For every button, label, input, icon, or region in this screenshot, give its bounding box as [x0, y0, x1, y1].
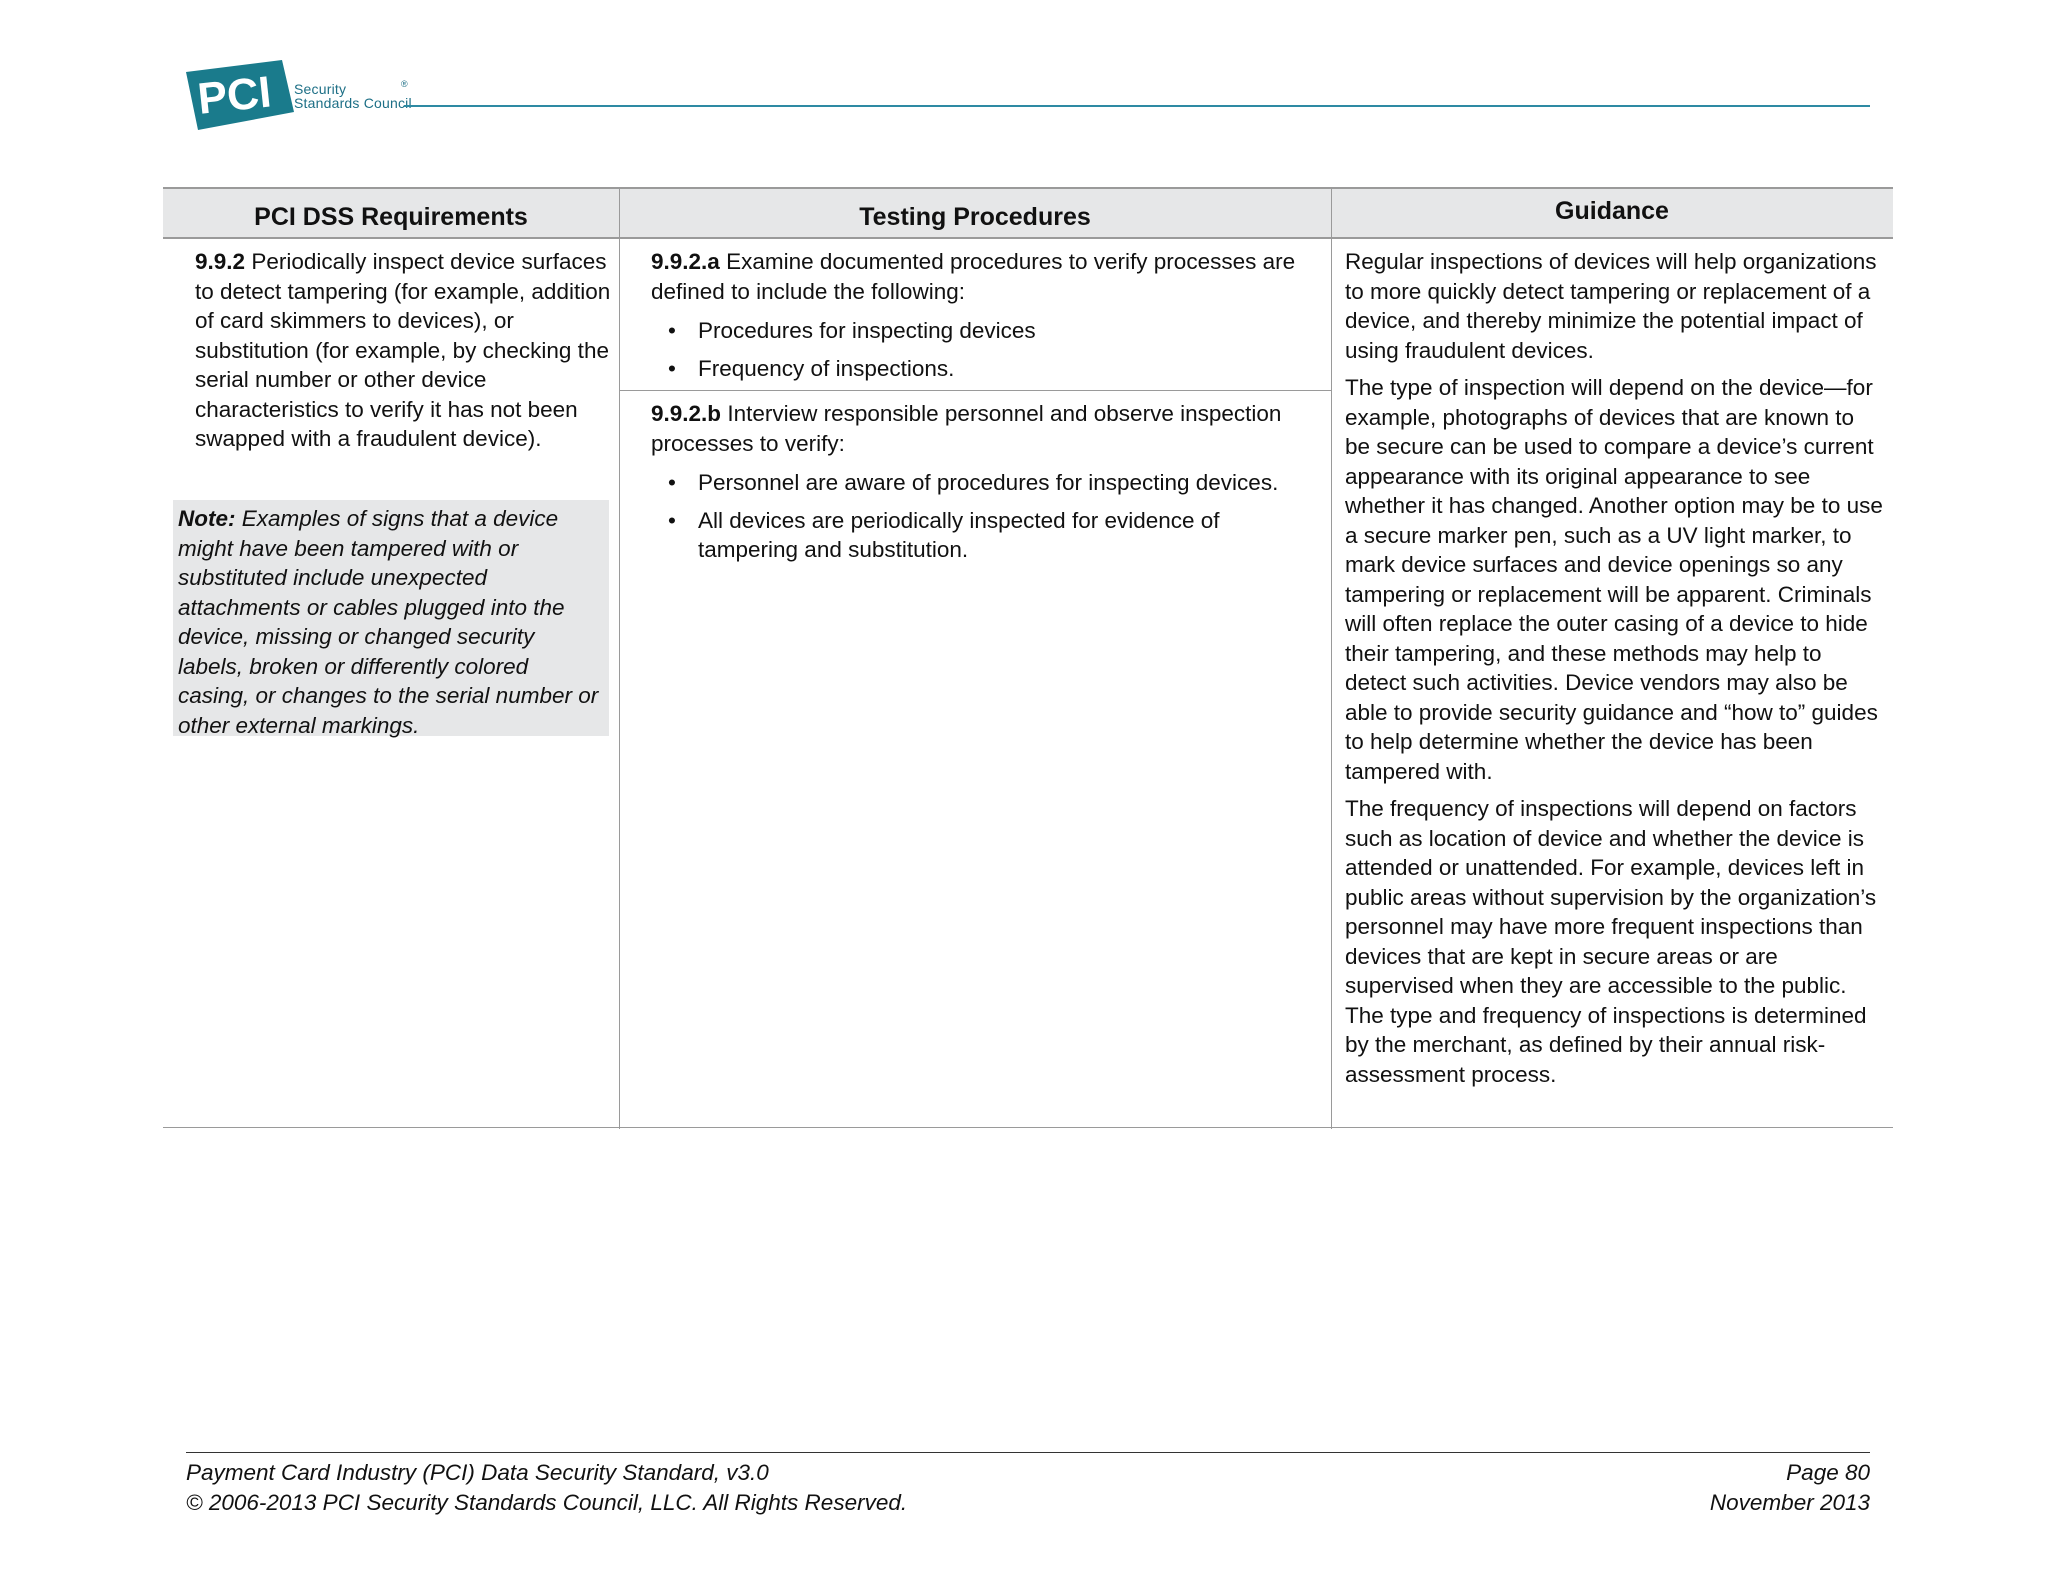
requirement-cell: [195, 247, 611, 454]
note-label: Note:: [178, 506, 236, 531]
footer-left: [186, 1458, 907, 1518]
testing-b-text: Interview responsible personnel and observe inspection processes to verify:: [651, 401, 1282, 456]
column-divider: [619, 187, 620, 1129]
footer-right: [1710, 1458, 1870, 1518]
guidance-paragraph: The type of inspection will depend on the device—for example, photographs of devices that are known to be secure can be used to compare a device’s current appearance with its original appearance to see whether it has changed. Another option may be to use a secure marker pen, such as a UV light marker, to mark device surfaces and device openings so any tampering or replacement will be apparent. Criminals will often replace the outer casing of a device to hide their tampering, and these methods may help to detect such activities. Device vendors may also be able to provide security guidance and “how to” guides to help determine whether the device has been tampered with.: [1345, 375, 1883, 784]
testing-a-id: 9.9.2.a: [651, 249, 720, 274]
requirement-note: [173, 500, 609, 736]
registered-mark: ®: [401, 79, 408, 89]
guidance-paragraph: The frequency of inspections will depend on factors such as location of device and whether the device is attended or unattended. For example, devices left in public areas without supervision by the organization’s personnel may have more frequent inspections than devices that are kept in secure areas or are supervised when they are accessible to the public. The type and frequency of inspections is determined by the merchant, as defined by their annual risk-assessment process.: [1345, 796, 1877, 1087]
testing-a-text: Examine documented procedures to verify processes are defined to include the following:: [651, 249, 1296, 304]
testing-b-id: 9.9.2.b: [651, 401, 722, 426]
footer-copyright: © 2006-2013 PCI Security Standards Council, LLC. All Rights Reserved.: [186, 1490, 908, 1515]
header-testing-procedures: Testing Procedures: [619, 187, 1331, 239]
header-guidance: Guidance: [1331, 187, 1893, 239]
column-divider: [1331, 187, 1332, 1129]
guidance-paragraph: Regular inspections of devices will help organizations to more quickly detect tampering or replacement of a device, and thereby minimize the potential impact of using fraudulent devices.: [1345, 249, 1877, 363]
guidance-cell: [1345, 247, 1885, 1097]
list-item: • Personnel are aware of procedures for inspecting devices.: [651, 468, 1321, 498]
list-item: • Procedures for inspecting devices: [651, 316, 1321, 346]
footer-date: November 2013: [1709, 1490, 1870, 1515]
requirements-table: [163, 187, 1893, 1129]
testing-row-divider: [619, 390, 1331, 391]
requirement-text: Periodically inspect device surfaces to detect tampering (for example, addition of card skimmers to devices), or substitution (for example, by checking the serial number or other device characteristics to verify it has not been swapped with a fraudulent device).: [195, 249, 611, 451]
pci-logo-letters: PCI: [195, 67, 274, 124]
testing-b-bullets: [651, 468, 1321, 565]
logo-text-council: Standards Council: [294, 95, 412, 111]
list-item: • All devices are periodically inspected for evidence of tampering and substitution.: [651, 506, 1321, 565]
requirement-id: 9.9.2: [195, 249, 246, 274]
note-text: Examples of signs that a device might have been tampered with or substituted include unexpected attachments or cables plugged into the device, missing or changed security labels, broken or differently colored casing, or changes to the serial number or other external markings.: [178, 506, 599, 738]
testing-procedure-a: [651, 247, 1321, 391]
footer-document-title: Payment Card Industry (PCI) Data Security Standard, v3.0: [186, 1460, 769, 1485]
testing-procedure-b: [651, 399, 1321, 573]
testing-a-bullets: [651, 316, 1321, 383]
header-pci-dss-requirements: PCI DSS Requirements: [163, 187, 619, 239]
footer-page-number: Page 80: [1786, 1460, 1870, 1485]
footer-rule: [186, 1452, 1870, 1453]
header-rule: [404, 105, 1870, 107]
list-item: • Frequency of inspections.: [651, 354, 1321, 384]
logo-text-security: Security: [294, 81, 347, 97]
table-bottom-rule: [163, 1127, 1893, 1128]
